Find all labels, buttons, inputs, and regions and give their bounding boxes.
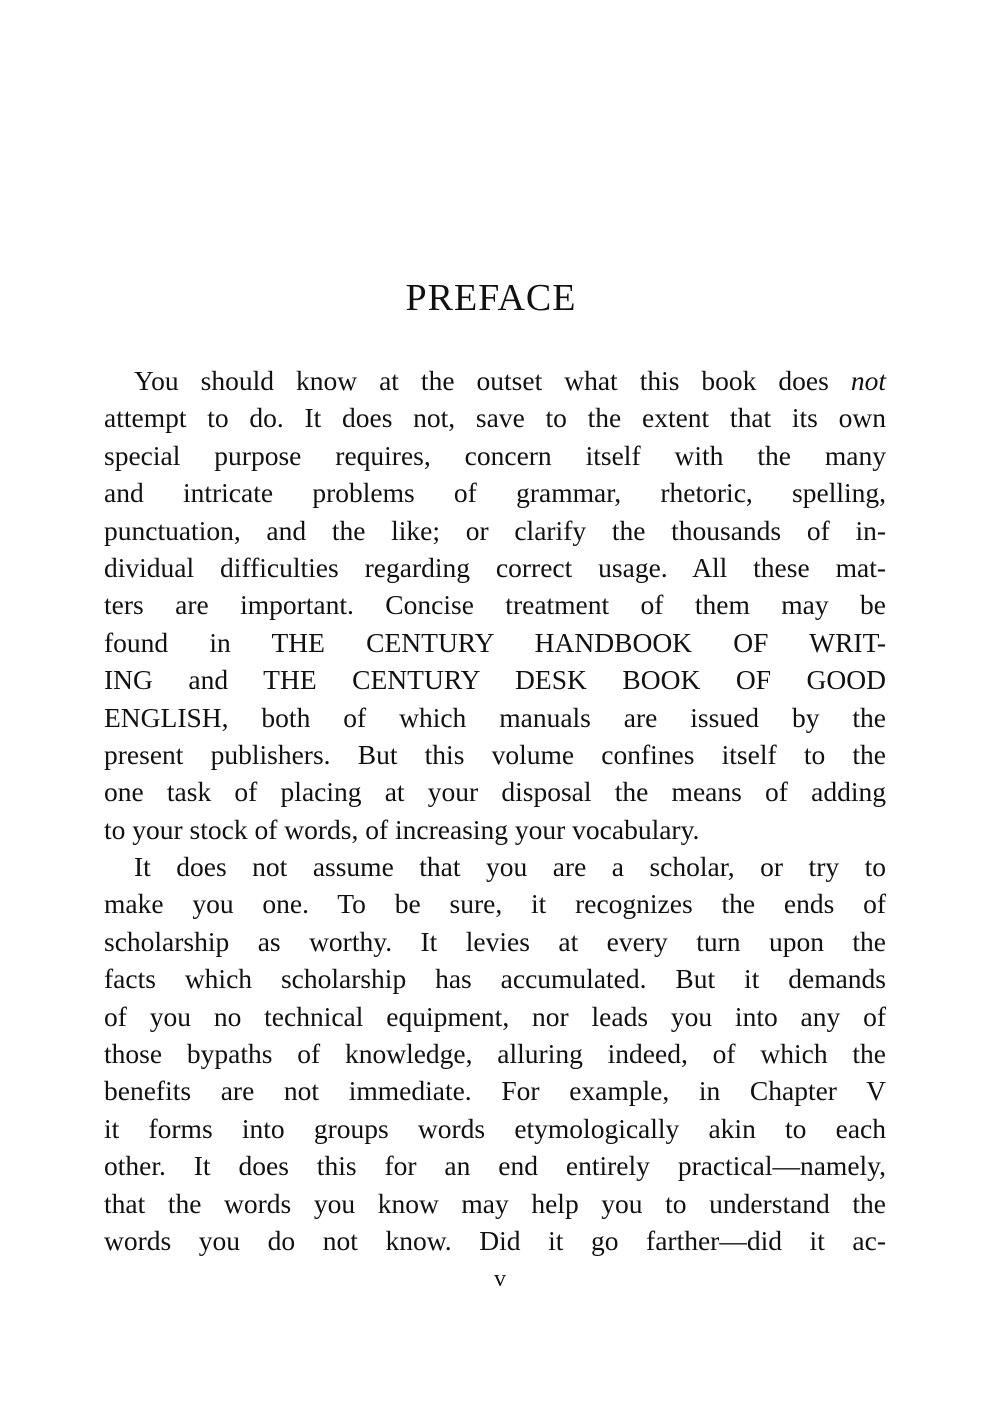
text-line: ters are important. Concise treatment of them may be (104, 589, 886, 621)
text-line: those bypaths of knowledge, alluring indeed, of which the (104, 1038, 886, 1070)
text-line: to your stock of words, of increasing your vocabulary. (104, 813, 700, 845)
text-line: punctuation, and the like; or clarify the thousands of in- (104, 514, 886, 546)
text-line: found in THE CENTURY HANDBOOK OF WRIT- (104, 626, 886, 658)
text-line: benefits are not immediate. For example, in Chapter V (104, 1075, 886, 1107)
page-number: v (494, 1266, 506, 1292)
text-line: words you do not know. Did it go farther—did it ac- (104, 1224, 886, 1256)
text-line: other. It does this for an end entirely practical—namely, (104, 1150, 886, 1182)
text-line: scholarship as worthy. It levies at every turn upon the (104, 925, 886, 957)
text-line: ENGLISH, both of which manuals are issued by the (104, 701, 886, 733)
text-line: make you one. To be sure, it recognizes the ends of (104, 888, 886, 920)
text-line: and intricate problems of grammar, rhetoric, spelling, (104, 477, 886, 509)
text-line: ING and THE CENTURY DESK BOOK OF GOOD (104, 664, 886, 696)
text-line: It does not assume that you are a scholar, or try to (134, 851, 886, 883)
text-line: facts which scholarship has accumulated. But it demands (104, 963, 886, 995)
emphasis-not: not (850, 365, 886, 396)
text-line: You should know at the outset what this book does not (134, 365, 886, 396)
text-line: special purpose requires, concern itself with the many (104, 439, 886, 471)
text-line: of you no technical equipment, nor leads you into any of (104, 1000, 886, 1032)
text-line: attempt to do. It does not, save to the extent that its own (104, 402, 886, 434)
text-line: one task of placing at your disposal the means of adding (104, 776, 886, 808)
text-line: present publishers. But this volume confines itself to the (104, 738, 886, 770)
page-title: PREFACE (405, 277, 577, 319)
text-line: it forms into groups words etymologically akin to each (104, 1112, 886, 1144)
preface-body (104, 362, 886, 1259)
text-line: dividual difficulties regarding correct usage. All these mat- (104, 551, 886, 583)
text-line: that the words you know may help you to understand the (104, 1187, 886, 1219)
